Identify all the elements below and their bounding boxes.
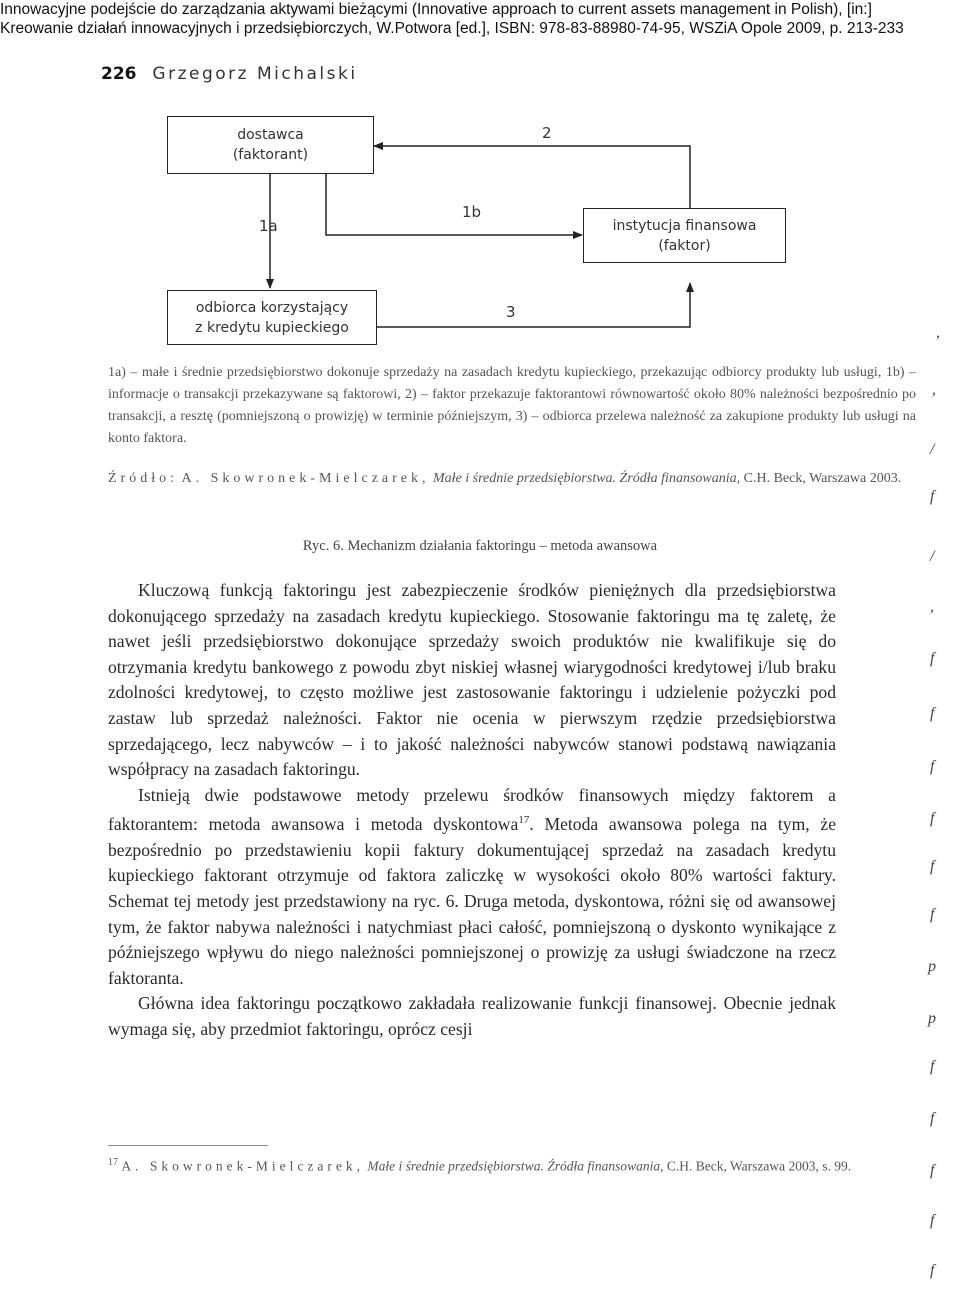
- legend-text: 1a) – małe i średnie przedsiębiorstwo dokonuje sprzedaży na zasadach kredytu kupieckiego, przekazując odbiorcy produkty lub usługi, 1b) – informacje o transakcji przekazywane są faktorowi, 2) – faktor przekazuje faktorantowi równowartość około 80% należności bezpośrednio po transakcji, a resztę (pomniejszoną o prowizję) w terminie późniejszym, 3) – odbiorca przelewa należność za zakupione produkty lub usługi na konto faktora.: [108, 365, 916, 446]
- buyer-label: odbiorca korzystający: [195, 299, 349, 316]
- margin-mark: f: [930, 1110, 935, 1127]
- footnote-rule: [108, 1145, 268, 1146]
- flow-label-2: 2: [542, 124, 552, 142]
- margin-mark: p: [928, 958, 936, 975]
- paragraph-2-end: . Metoda awansowa polega na tym, że bezpośrednio po przedstawieniu kopii faktury dokumentującej sprzedaż na zasadach kredytu kupieckiego faktorant otrzymuje od faktora zaliczkę w wysokości około 80% wartości faktury. Schemat tej metody jest przedstawiony na ryc. 6. Druga metoda, dyskontowa, różni się od awansowej tym, że faktor nabywa należności i natychmiast płaci całość, pomniejszoną o dyskonto wynikające z późniejszego wpływu do niego należności pomniejszonej o prowizję za usługi świadczone na rzecz faktoranta.: [108, 814, 836, 988]
- flow-label-1a: 1a: [259, 217, 278, 235]
- margin-mark: f: [930, 906, 935, 923]
- header-citation-line-1: Innowacyjne podejście do zarządzania aktywami bieżącymi (Innovative approach to current assets management in Polish), [in:]: [0, 1, 872, 18]
- source-label: Źródło:: [108, 471, 178, 486]
- footnote-author: A. Skowronek-Mielczarek,: [121, 1158, 364, 1174]
- supplier-box: [167, 116, 374, 174]
- supplier-sublabel: (faktorant): [232, 147, 309, 163]
- footnote-number: 17: [108, 1157, 118, 1168]
- buyer-box: [167, 290, 377, 345]
- buyer-sublabel: z kredytu kupieckiego: [195, 319, 349, 336]
- source-publisher: C.H. Beck, Warszawa 2003.: [743, 471, 902, 486]
- footnote-publisher: C.H. Beck, Warszawa 2003, s. 99.: [666, 1158, 852, 1174]
- figure-legend: [108, 362, 916, 450]
- arrow-1b-connector: [326, 174, 582, 235]
- margin-mark: f: [930, 1212, 935, 1229]
- source-title: Małe i średnie przedsiębiorstwa. Źródła finansowania,: [433, 471, 741, 486]
- flow-label-1b: 1b: [462, 203, 482, 221]
- institution-sublabel: (faktor): [658, 237, 711, 254]
- page-number: 226: [101, 64, 137, 84]
- margin-mark: f: [930, 1058, 935, 1075]
- financial-institution-box: [583, 208, 786, 263]
- footnote-17: [108, 1152, 888, 1178]
- margin-mark: f: [930, 650, 935, 667]
- margin-mark: ,: [930, 598, 934, 615]
- source-author: A. Skowronek-Mielczarek,: [181, 471, 430, 486]
- margin-mark: ʼ: [930, 390, 936, 407]
- paragraph-2: [108, 783, 836, 992]
- body-text: [108, 578, 836, 1043]
- margin-mark: ,: [936, 324, 940, 341]
- figure-source: [108, 468, 916, 490]
- flow-label-3: 3: [506, 303, 516, 321]
- figure-caption: Ryc. 6. Mechanizm działania faktoringu – metoda awansowa: [302, 538, 658, 554]
- margin-mark: f: [930, 1262, 935, 1279]
- margin-mark: f: [930, 705, 935, 722]
- header-citation-line-2: Kreowanie działań innowacyjnych i przedsiębiorczych, W.Potwora [ed.], ISBN: 978-83-88980-74-95, WSZiA Opole 2009, p. 213-233: [0, 20, 904, 37]
- footnote-ref-17[interactable]: 17: [518, 814, 530, 827]
- footnote-title: Małe i średnie przedsiębiorstwa. Źródła finansowania,: [367, 1158, 664, 1174]
- margin-mark: f: [930, 858, 935, 875]
- paragraph-1: Kluczową funkcją faktoringu jest zabezpieczenie środków pieniężnych dla przedsiębiorstwa dokonującego sprzedaży na zasadach kredytu kupieckiego. Stosowanie faktoringu ma tę zaletę, że nawet jeśli przedsiębiorstwo dokonujące sprzedaży swoich produktów nie kwalifikuje się do otrzymania kredytu bankowego z powodu zbyt niskiej własnej wiarygodności kredytowej i/lub braku zdolności kredytowej, to często możliwe jest zastosowanie faktoringu i udzielenie pożyczki pod zastaw lub sprzedaż należności. Faktor nie ocenia w pierwszym rzędzie przedsiębiorstwa sprzedającego, lecz nabywców – i to jakość należności nabywców stanowi podstawą nawiązania współpracy na zasadach faktoringu.: [108, 580, 836, 780]
- arrow-3-connector: [377, 283, 690, 327]
- margin-mark: p: [928, 1010, 936, 1027]
- margin-mark: f: [930, 488, 935, 505]
- institution-label: instytucja finansowa: [612, 217, 757, 234]
- margin-mark: f: [930, 758, 935, 775]
- diagram-connectors: [0, 0, 960, 360]
- running-head-author: Grzegorz Michalski: [152, 64, 358, 84]
- paragraph-2-start: Istnieją dwie podstawowe metody przelewu środków finansowych między faktorem a faktorantem: metoda awansowa i metoda dyskontowa: [108, 784, 836, 835]
- margin-mark: f: [930, 1162, 935, 1179]
- supplier-label: dostawca: [237, 127, 304, 143]
- paragraph-3: Główna idea faktoringu początkowo zakładała realizowanie funkcji finansowej. Obecnie jednak wymaga się, aby przedmiot faktoringu, oprócz cesji: [108, 993, 836, 1039]
- factoring-diagram: [0, 0, 960, 360]
- margin-mark: /: [930, 441, 935, 458]
- margin-mark: f: [930, 810, 935, 827]
- margin-mark: /: [930, 548, 935, 565]
